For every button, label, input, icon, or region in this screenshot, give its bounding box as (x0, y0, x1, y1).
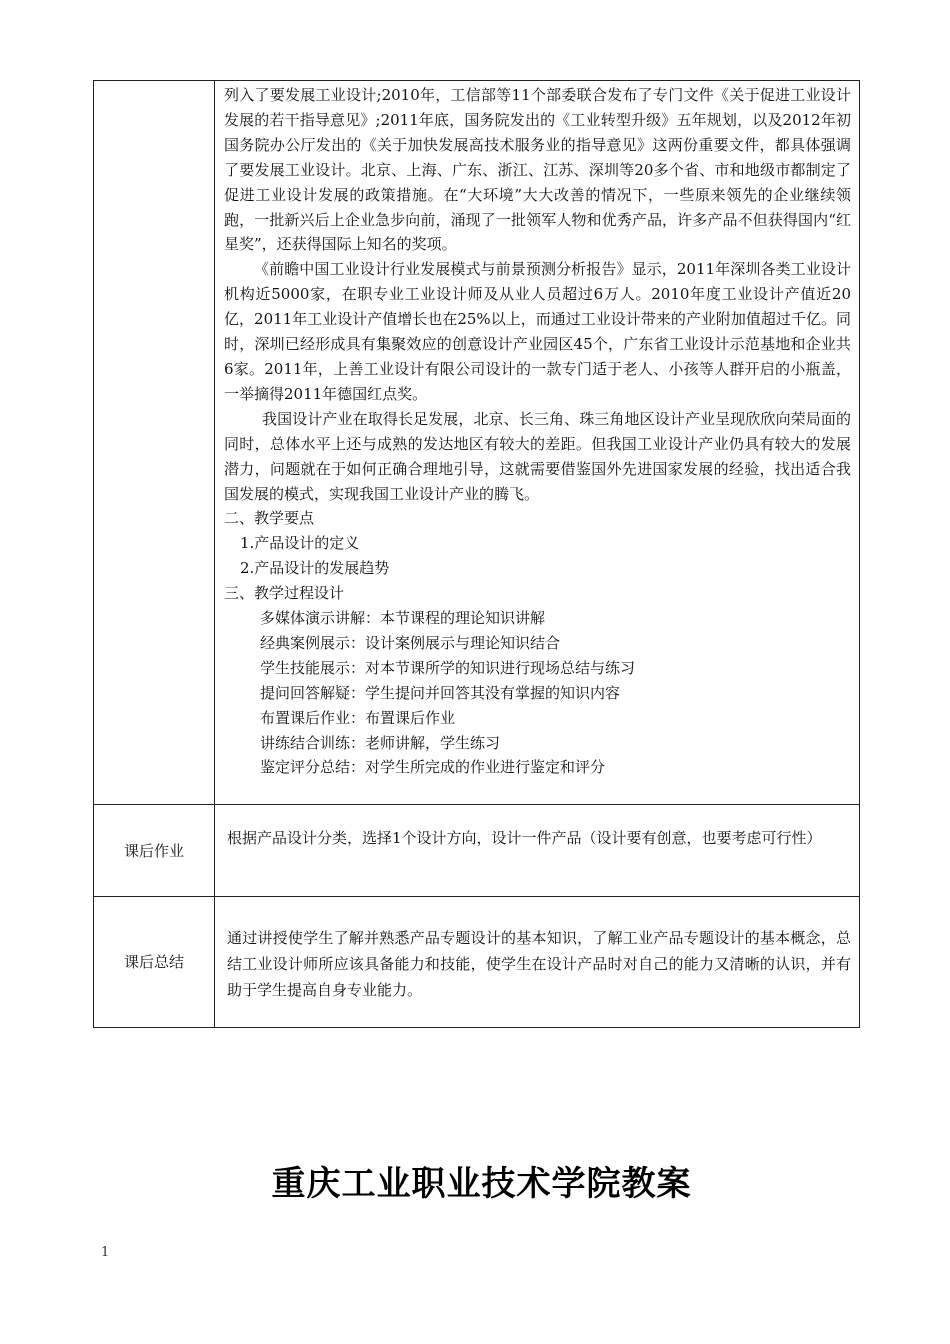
process-step: 经典案例展示：设计案例展示与理论知识结合 (260, 633, 561, 652)
key-point-item: 2.产品设计的发展趋势 (240, 559, 390, 578)
summary-row (94, 897, 860, 1028)
process-step: 学生技能展示：对本节课所学的知识进行现场总结与练习 (260, 658, 636, 677)
lesson-plan-table (93, 80, 860, 1028)
paragraph-outlook: 我国设计产业在取得长足发展，北京、长三角、珠三角地区设计产业呈现欣欣向荣局面的同时，总体水平上还与成熟的发达地区有较大的差距。但我国工业设计产业仍具有较大的发展潜力，问题就在于如何正确合理地引导，这就需要借鉴国外先进国家发展的经验，找出适合我国发展的模式，实现我国工业设计产业的腾飞。 (224, 409, 851, 503)
summary-label: 课后总结 (94, 897, 215, 1028)
content-cell (215, 81, 860, 805)
empty-label-cell (94, 81, 215, 805)
paragraph-policy: 列入了要发展工业设计;2010年，工信部等11个部委联合发布了专门文件《关于促进工业设计发展的若干指导意见》;2011年底，国务院发出的《工业转型升级》五年规划，以及2012年初国务院办公厅发出的《关于加快发展高技术服务业的指导意见》这两份重要文件，都具体强调了要发展工业设计。北京、上海、广东、浙江、江苏、深圳等20多个省、市和地级市都制定了促进工业设计发展的政策措施。在“大环境”大大改善的情况下，一些原来领先的企业继续领跑，一批新兴后上企业急步向前，涌现了一批领军人物和优秀产品，许多产品不但获得国内“红星奖”，还获得国际上知名的奖项。 (224, 86, 851, 254)
summary-text: 通过讲授使学生了解并熟悉产品专题设计的基本知识，了解工业产品专题设计的基本概念，总结工业设计师所应该具备能力和技能，使学生在设计产品时对自己的能力又清晰的认识，并有助于学生提高自身专业能力。 (215, 897, 860, 1028)
content-row (94, 81, 860, 805)
homework-row (94, 805, 860, 897)
section-heading-process: 三、教学过程设计 (224, 584, 345, 603)
process-step: 讲练结合训练：老师讲解，学生练习 (260, 733, 501, 752)
paragraph-shenzhen: 《前瞻中国工业设计行业发展模式与前景预测分析报告》显示，2011年深圳各类工业设计机构近5000家，在职专业工业设计师及从业人员超过6万人。2010年度工业设计产值近20亿，2011年工业设计产值增长也在25%以上，而通过工业设计带来的产业附加值超过千亿。同时，深圳已经形成具有集聚效应的创意设计产业园区45个，广东省工业设计示范基地和企业共6家。2011年，上善工业设计有限公司设计的一款专门适于老人、小孩等人群开启的小瓶盖，一举摘得2011年德国红点奖。 (224, 260, 851, 403)
homework-text: 根据产品设计分类，选择1个设计方向，设计一件产品（设计要有创意，也要考虑可行性） (215, 805, 860, 897)
page-number: 1 (101, 1245, 110, 1260)
section-heading-key-points: 二、教学要点 (224, 509, 315, 528)
homework-label: 课后作业 (94, 805, 215, 897)
key-point-item: 1.产品设计的定义 (240, 534, 360, 553)
process-step: 多媒体演示讲解：本节课程的理论知识讲解 (260, 609, 546, 628)
process-step: 提问回答解疑：学生提问并回答其没有掌握的知识内容 (260, 683, 621, 702)
process-step: 布置课后作业：布置课后作业 (260, 708, 456, 727)
document-title: 重庆工业职业技术学院教案 (271, 1164, 692, 1204)
process-step: 鉴定评分总结：对学生所完成的作业进行鉴定和评分 (260, 758, 606, 777)
